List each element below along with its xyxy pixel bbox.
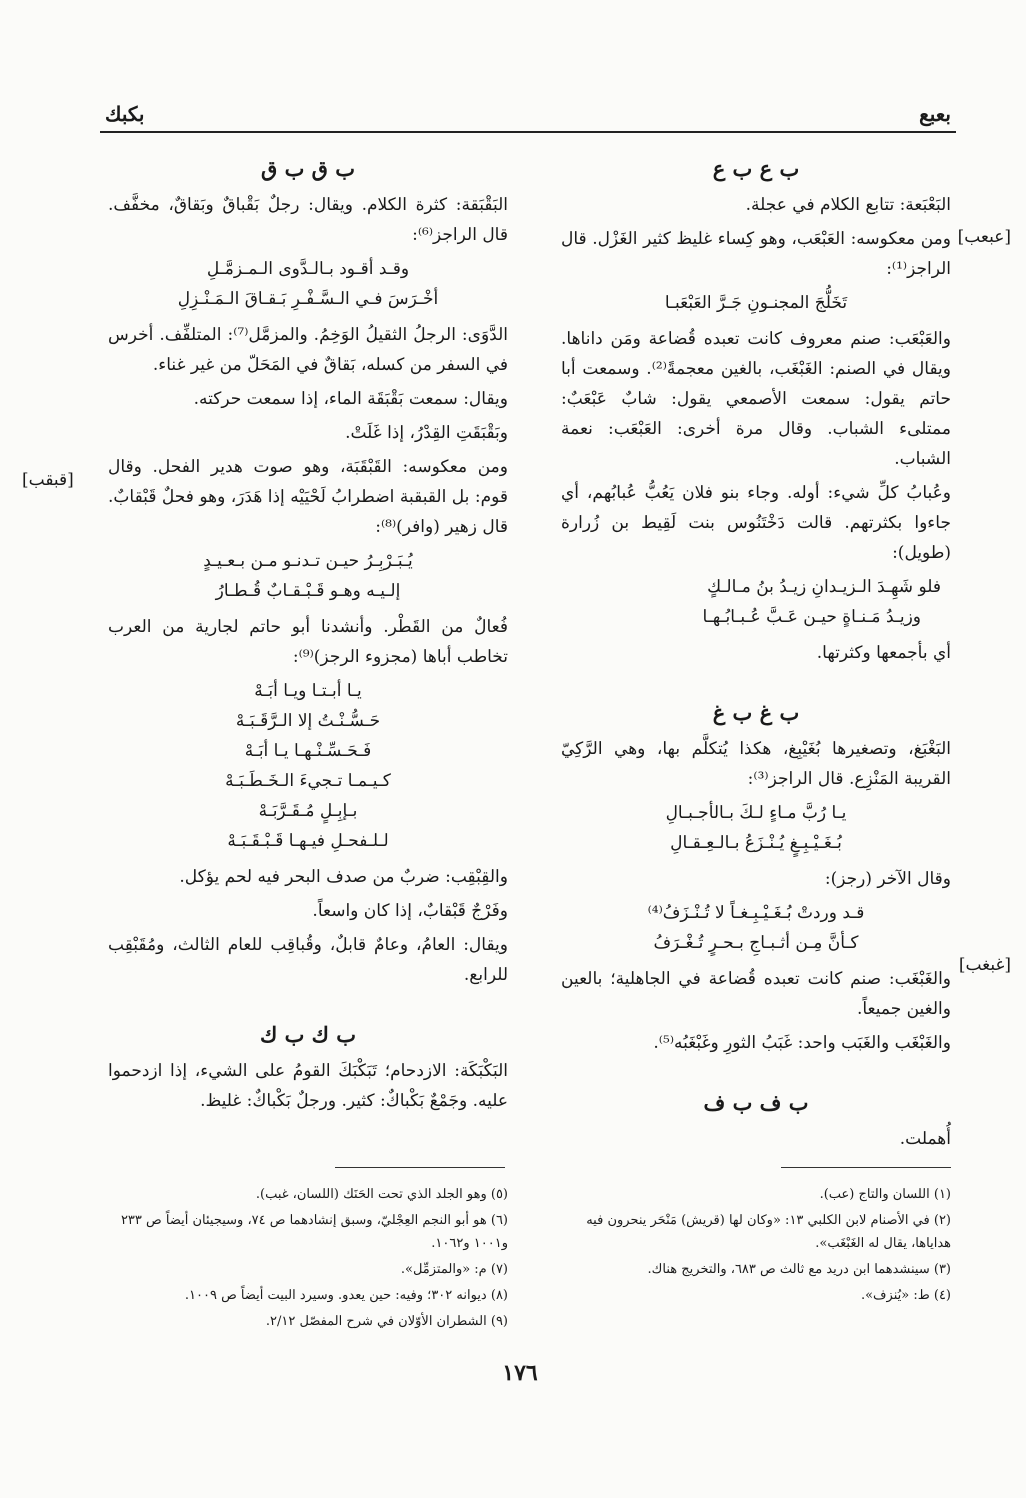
verse-line: فَـحَـسِّـنْـهـا يـا أبَـهْ — [244, 741, 372, 761]
paragraph: والعَبْعَب: صنم معروف كانت تعبده قُضاعة ومَن داناها. ويقال في الصنم: الغَبْغَب، بالغين معجمةً⁽²⁾. وسمعت أبا حاتم يقول: سمعت الأصمعي يقول: شابٌ عَبْعَبٌ: ممتلىء الشباب. وقال مرة أخرى: العَبْعَب: نعمة الشباب. — [561, 329, 951, 469]
paragraph: ويقال: العامُ، وعامٌ قابلٌ، وقُباقِب للعام الثالث، ومُقَبْقِب للرابع. — [108, 935, 508, 985]
paragraph: أي بأجمعها وكثرتها. — [816, 643, 951, 663]
footnote: (٦) هو أبو النجم العِجْليّ، وسبق إنشادهما ص ٧٤، وسيجيئان أيضاً ص ٢٣٣ و١٠٠١ و١٠٦٢. — [120, 1213, 508, 1251]
paragraph: والقِبْقِب: ضربٌ من صدف البحر فيه لحم يؤكل. — [179, 867, 508, 887]
running-header-left: بكبك — [105, 102, 145, 126]
verse-line: قـد وردتْ بُـغَـيْـبِـغـاً لا تُـنْـزَفُ⁽⁴⁾ — [647, 903, 865, 923]
footnote-rule-right — [781, 1167, 951, 1168]
paragraph: ويقال: سمعت بَقْبَقَة الماء، إذا سمعت حركته. — [193, 389, 508, 409]
verse — [561, 572, 951, 632]
paragraph: البَغْبَغ، وتصغيرها بُغَيْبِغ، هكذا يُتكلَّم بها، وهي الرَّكِيّ القريبة المَنْزِع. قال الراجز⁽³⁾: — [561, 739, 951, 789]
verse — [108, 254, 508, 314]
verse-line: بُـغَـيْـبِـغٍ يُـنْـزَعُ بـالـعِـقـالِ — [670, 833, 842, 853]
margin-tag-ghabghab: [غبغب] — [958, 955, 1011, 975]
root-heading: ب ك ب ك — [259, 1022, 357, 1047]
paragraph: ومن معكوسه: القَبْقَبَة، وهو صوت هدير الفحل. وقال قوم: بل القبقبة اضطرابُ لَحْيَيْه إذا هَدَرَ، وهو فحلٌ قَبْقابٌ. قال زهير (وافر)⁽⁸⁾: — [108, 457, 508, 537]
verse-line: تَخَلُّجَ المجنـونِ جَـرَّ العَبْعَبـا — [664, 293, 848, 313]
paragraph: البَعْبَعة: تتابع الكلام في عجلة. — [745, 195, 951, 215]
header-rule — [100, 131, 956, 133]
verse-line: يـا أبـتـا ويـا أبَـهْ — [254, 681, 362, 701]
paragraph: فُعالٌ من القَطْر. وأنشدنا أبو حاتم لجارية من العرب تخاطب أباها (مجزوء الرجز)⁽⁹⁾: — [108, 617, 508, 667]
left-column — [108, 150, 508, 1120]
verse-line: إلـيـه وهـو قَـبْـقـابٌ قُـطـارُ — [215, 581, 401, 601]
verse-line: وزيـدُ مَـنـاةٍ حيـن عَـبَّ عُـبـابُـهـا — [702, 607, 921, 627]
footnote: (٩) الشطران الأوّلان في شرح المفصّل ٢/١٢. — [265, 1314, 508, 1329]
root-heading: ب غ ب غ — [712, 700, 800, 725]
footnotes-left — [108, 1183, 508, 1336]
verse — [561, 288, 951, 318]
verse — [561, 898, 951, 958]
margin-tag-abab: [عبعب] — [957, 227, 1011, 247]
footnote: (٥) وهو الجلد الذي تحت الحَنَك (اللسان، غبب). — [255, 1187, 508, 1202]
footnote: (٧) م: «والمتزمِّل». — [400, 1262, 508, 1277]
footnote-rule-left — [335, 1167, 505, 1168]
verse — [108, 546, 508, 606]
root-heading: ب ع ب ع — [712, 156, 800, 181]
running-header-right: بعبع — [919, 102, 951, 126]
verse-line: يُـبَـرْبِـرُ حيـن تـدنـو مـن بـعـيـدٍ — [203, 551, 413, 571]
root-heading: ب ق ب ق — [260, 156, 356, 181]
paragraph: وقال الآخر (رجز): — [824, 869, 951, 889]
verse-line: بـإبِـلٍ مُـقَـرَّبَـهْ — [258, 801, 358, 821]
paragraph: وبَقْبَقَتِ القِدْرُ، إذا غَلَتْ. — [345, 423, 508, 443]
paragraph: الدَّوَى: الرجلُ الثقيلُ الوَخِمُ. والمزمَّل⁽⁷⁾: المتلفِّف. أخرس في السفر من كسله، بَقاقٌ في المَحَلّ من غير غناء. — [108, 325, 508, 375]
verse — [108, 676, 508, 856]
footnote: (٤) ط: «يُنزف». — [860, 1288, 951, 1303]
paragraph: وفَرْجٌ قَبْقابٌ، إذا كان واسعاً. — [312, 901, 508, 921]
verse-line: فلو شَهِـدَ الـزيـدانِ زيـدُ بنُ مـالـكٍ — [707, 577, 941, 597]
paragraph: والغَبْغَب: صنم كانت تعبده قُضاعة في الجاهلية؛ بالعين والغين جميعاً. — [561, 969, 951, 1019]
verse-line: كـيـمـا تـجيءَ الـخَـطَـبَـهْ — [225, 771, 391, 791]
verse — [561, 798, 951, 858]
verse-line: وقـد أقـود بـالـدَّوى الـمـزمَّـلِ — [206, 259, 410, 279]
verse-line: يـا رُبَّ مـاءٍ لـكَ بـالأجـبـالِ — [665, 803, 847, 823]
footnote: (٢) في الأصنام لابن الكلبي ١٣: «وكان لها (قريش) مَنْحَر ينحرون فيه هداياها، يقال له الغَبْغَب». — [586, 1213, 951, 1251]
root-heading: ب ف ب ف — [703, 1090, 809, 1115]
page-number: ١٧٦ — [502, 1360, 538, 1386]
footnote: (٣) سينشدهما ابن دريد مع ثالث ص ٦٨٣، والتخريج هناك. — [647, 1262, 951, 1277]
verse-line: لـلـفحـلِ فيـهـا قَـبْـقَـبَـهْ — [227, 831, 389, 851]
footnote: (١) اللسان والتاج (عب). — [819, 1187, 951, 1202]
paragraph: ومن معكوسه: العَبْعَب، وهو كِساء غليظ كثير الغَزْل. قال الراجز⁽¹⁾: — [561, 229, 951, 279]
margin-tag-qabqab: [قبقب] — [22, 470, 74, 490]
verse-line: كـأنَّ مِـن أثـبـاجِ بـحـرٍ تُـغْـرَفُ — [653, 933, 859, 953]
paragraph: والغَبْغَب والغَبَب واحد: غَبَبُ الثورِ وغَبْغَبُه⁽⁵⁾. — [653, 1033, 951, 1053]
footnotes-right — [561, 1183, 951, 1310]
right-column — [561, 150, 951, 1158]
verse-line: أخْـرَسَ فـي الـسَّـفْـرِ بَـقـاقَ الـمَـنْـزِلِ — [177, 289, 439, 309]
footnote: (٨) ديوانه ٣٠٢؛ وفيه: حين يعدو. وسيرد البيت أيضاً ص ١٠٠٩. — [184, 1288, 508, 1303]
paragraph: وعُبابُ كلِّ شيء: أوله. وجاء بنو فلان يَعُبُّ عُبابُهم، أي جاءوا بكثرتهم. قالت دَخْتَنُوس بنت لَقِيط بن زُرارة (طويل): — [561, 483, 951, 563]
paragraph: أُهملت. — [899, 1129, 951, 1149]
paragraph: البَكْبَكَة: الازدحام؛ تَبَكْبَكَ القومُ على الشيء، إذا ازدحموا عليه. وجَمْعٌ بَكْباكٌ: كثير. ورجلٌ بَكْباكٌ: غليظ. — [108, 1061, 508, 1111]
verse-line: حَـسُّـنْـتُ إلا الـرَّقَـبَـهْ — [235, 711, 381, 731]
paragraph: البَقْبَقة: كثرة الكلام. ويقال: رجلٌ بَقْباقٌ وبَقاقٌ، مخفَّف. قال الراجز⁽⁶⁾: — [108, 195, 508, 245]
